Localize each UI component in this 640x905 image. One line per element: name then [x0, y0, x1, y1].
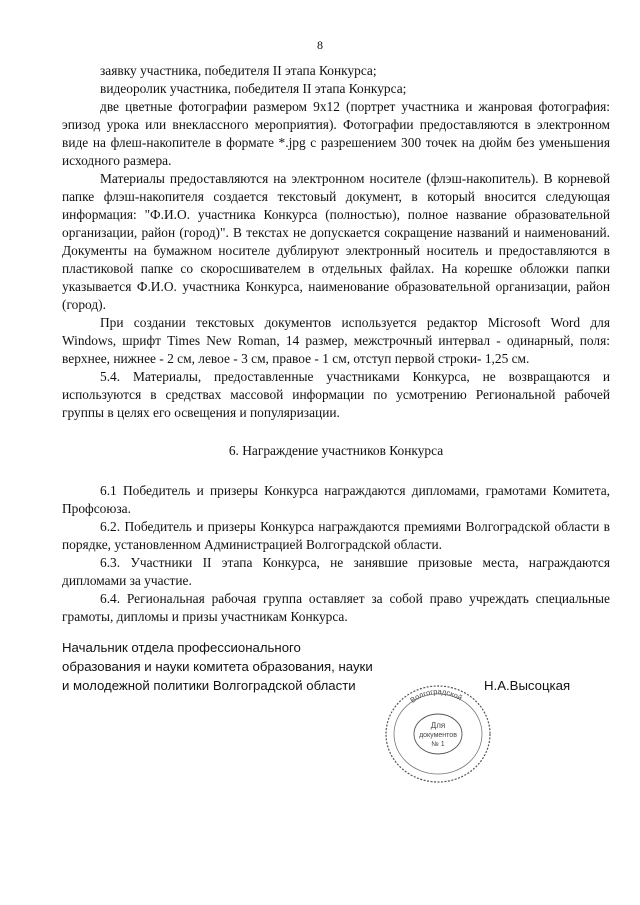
paragraph: 5.4. Материалы, предоставленные участниками Конкурса, не возвращаются и используются в средствах массовой информации по усмотрению Региональной рабочей группы в целях его освещения и популяризации. — [62, 369, 610, 420]
paragraph: 6.1 Победитель и призеры Конкурса награждаются дипломами, грамотами Комитета, Профсоюза. — [62, 483, 610, 516]
paragraph: При создании текстовых документов используется редактор Microsoft Word для Windows, шрифт Times New Roman, 14 размер, межстрочный интервал - одинарный, поля: верхнее, нижнее - 2 см, левое - 3 см, правое - 1 см, отступ первой строки- 1,25 см. — [62, 315, 610, 366]
list-item: заявку участника, победителя II этапа Конкурса; — [100, 63, 377, 78]
stamp-line-1: Для — [430, 721, 446, 730]
stamp-line-2: документов — [419, 732, 457, 739]
official-stamp — [376, 678, 500, 790]
paragraph: 6.4. Региональная рабочая группа оставляет за собой право учреждать специальные грамоты, дипломы и призы участникам Конкурса. — [62, 591, 610, 624]
section-title: 6. Награждение участников Конкурса — [228, 443, 444, 458]
list-item: две цветные фотографии размером 9х12 (портрет участника и жанровая фотография: эпизод урока или внеклассного мероприятия). Фотографии предоставляются в электронном виде на флеш-накопителе в формате *.jpg с разрешением 300 точек на дюйм без уменьшения исходного размера. — [62, 99, 610, 168]
signature-title-line: Начальник отдела профессионального — [62, 640, 301, 655]
page-number: 8 — [317, 38, 323, 52]
signature-title-line: образования и науки комитета образования, науки — [62, 659, 373, 674]
document-body — [62, 62, 610, 626]
paragraph: 6.2. Победитель и призеры Конкурса награждаются премиями Волгоградской области в порядке, установленном Администрацией Волгоградской области. — [62, 519, 610, 552]
signature-block — [62, 638, 610, 695]
paragraph: Материалы предоставляются на электронном носителе (флэш-накопитель). В корневой папке флэш-накопителя создается текстовый документ, в который вносится следующая информация: "Ф.И.О. участника Конкурса (полностью), полное название образовательной организации, район (город)". В текстах не допускается сокращение названий и наименований. Документы на бумажном носителе дублируют электронный носитель и предоставляются в пластиковой папке со скоросшивателем в отдельных файлах. На корешке обложки папки указывается Ф.И.О. участника Конкурса, наименование образовательной организации, район (город). — [62, 171, 610, 312]
signature-title-line: и молодежной политики Волгоградской области — [62, 678, 356, 693]
signatory-name: Н.А.Высоцкая — [484, 678, 571, 693]
list-item: видеоролик участника, победителя II этапа Конкурса; — [100, 81, 407, 96]
stamp-outer-text: Волгоградской — [408, 686, 464, 705]
paragraph: 6.3. Участники II этапа Конкурса, не занявшие призовые места, награждаются дипломами за участие. — [62, 555, 610, 588]
stamp-line-3: № 1 — [431, 741, 445, 748]
